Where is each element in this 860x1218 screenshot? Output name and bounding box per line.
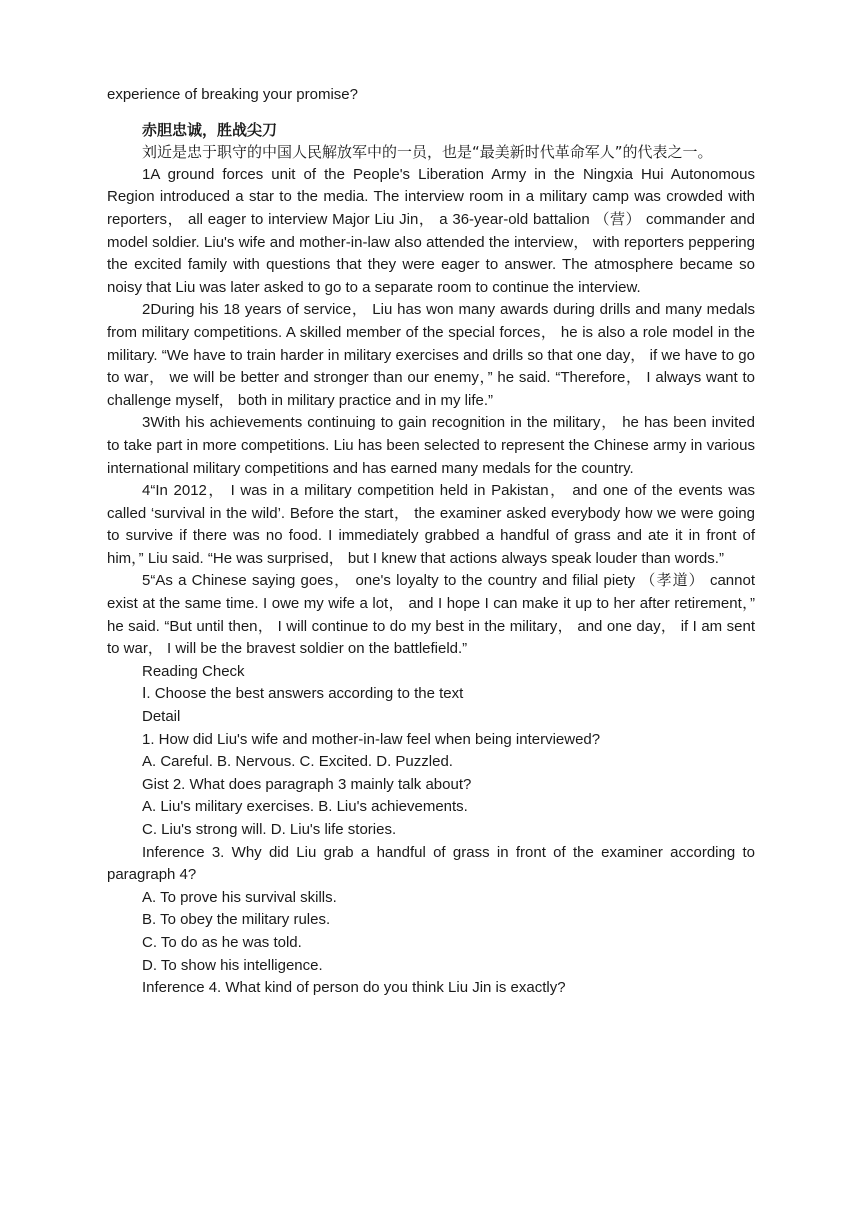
question-1-options: A. Careful. B. Nervous. C. Excited. D. Puzzled. (142, 753, 453, 771)
detail-label: Detail (142, 708, 181, 726)
question-3: Inference 3. Why did Liu grab a handful of grass in front of the examiner according to paragraph 4? (107, 843, 755, 884)
question-1: 1. How did Liu's wife and mother-in-law feel when being interviewed? (142, 730, 601, 748)
question-3-option-d: D. To show his intelligence. (142, 956, 323, 974)
question-2-options-cd: C. Liu's strong will. D. Liu's life stories. (142, 821, 397, 838)
paragraph-1: 1A ground forces unit of the People's Liberation Army in the Ningxia Hui Autonomous Region introduced a star to the media. The interview room in a military camp was crowded with reporters， all eager to interview Major Liu Jin， a 36-year-old battalion （营） commander and model soldier. Liu's wife and mother-in-law also attended the interview， with reporters peppering the excited family with questions that they were eager to answer. The atmosphere became so noisy that Liu was later asked to go to a separate room to continue the interview. (107, 165, 755, 296)
question-3-option-c: C. To do as he was told. (142, 933, 302, 951)
question-4: Inference 4. What kind of person do you think Liu Jin is exactly? (142, 979, 566, 997)
question-2: Gist 2. What does paragraph 3 mainly talk about? (142, 775, 472, 793)
intro-line: experience of breaking your promise? (107, 86, 358, 103)
document-page (107, 84, 755, 1000)
reading-check-title: Reading Check (142, 662, 245, 680)
section-heading: 赤胆忠诚，胜战尖刀 (142, 120, 278, 139)
paragraph-4: 4“In 2012， I was in a military competition held in Pakistan， and one of the events was called ‘survival in the wild’. Before the start， the examiner asked everybody how we were going to survive if there was no food. I immediately grabbed a handful of grass and ate it in front of him，” Liu said. “He was surprised， but I knew that actions always speak louder than words.” (107, 482, 755, 567)
paragraph-2: 2During his 18 years of service， Liu has won many awards during drills and many medals from military competitions. A skilled member of the special forces， he is also a role model in the military. “We have to train harder in military exercises and drills so that one day， if we have to go to war， we will be better and stronger than our enemy，” he said. “Therefore， I always want to challenge myself， both in military practice and in my life.” (107, 301, 755, 409)
question-3-option-a: A. To prove his survival skills. (142, 888, 337, 906)
question-3-option-b: B. To obey the military rules. (142, 911, 331, 929)
question-2-options-ab: A. Liu's military exercises. B. Liu's achievements. (142, 798, 468, 816)
chinese-intro: 刘近是忠于职守的中国人民解放军中的一员，也是“最美新时代革命军人”的代表之一。 (142, 143, 713, 162)
paragraph-5: 5“As a Chinese saying goes， one's loyalty to the country and filial piety （孝道） cannot exist at the same time. I owe my wife a lot， and I hope I can make it up to her after retirement，” he said. “But until then， I will continue to do my best in the military， and one day， if I am sent to war， I will be the bravest soldier on the battlefield.” (107, 572, 755, 658)
reading-check-instruction: Ⅰ. Choose the best answers according to the text (142, 685, 464, 703)
paragraph-3: 3With his achievements continuing to gain recognition in the military， he has been invited to take part in more competitions. Liu has been selected to represent the Chinese army in various international military competitions and has earned many medals for the country. (107, 414, 755, 477)
